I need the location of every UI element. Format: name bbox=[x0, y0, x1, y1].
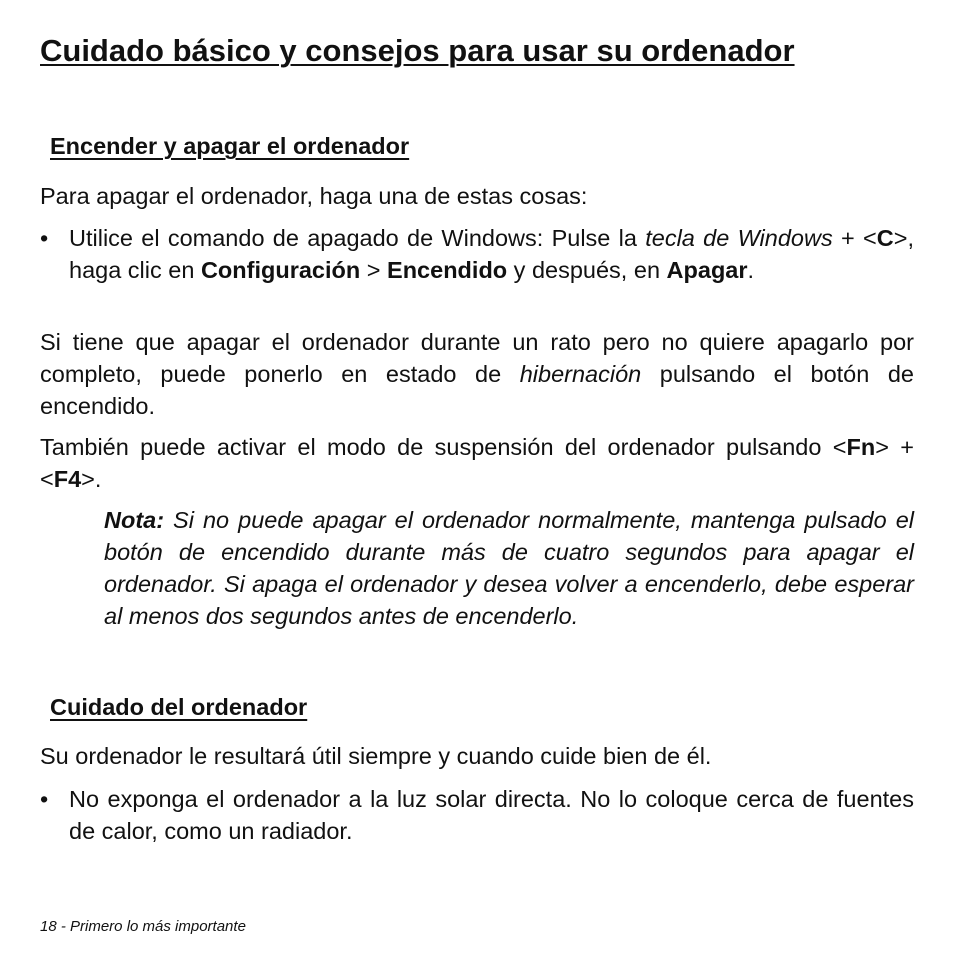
section-heading-power-text: Encender y apagar el ordenador bbox=[50, 133, 410, 159]
shutdown-term: Apagar bbox=[666, 257, 748, 283]
note-label: Nota: bbox=[104, 507, 165, 533]
paragraph-text-part: Si tiene que apagar el ordenador durante un rato pero no quiere apagarlo por completo, puede ponerlo en estado de bbox=[40, 329, 914, 387]
power-term: Encendido bbox=[387, 257, 508, 283]
bullet-marker: • bbox=[40, 225, 49, 251]
key-f4: F4 bbox=[53, 466, 82, 492]
section-heading-power bbox=[50, 131, 409, 161]
section-heading-care bbox=[50, 692, 307, 722]
bullet-text-part: > bbox=[360, 257, 388, 283]
document-page bbox=[40, 0, 914, 954]
note-block bbox=[104, 504, 914, 632]
key-fn: Fn bbox=[846, 434, 876, 460]
bullet-text-part: >, haga clic en bbox=[69, 225, 914, 283]
sleep-paragraph bbox=[40, 431, 914, 495]
power-bullet-text bbox=[69, 222, 914, 286]
page-footer: 18 - Primero lo más importante bbox=[40, 918, 246, 935]
care-bullet-text: No exponga el ordenador a la luz solar directa. No lo coloque cerca de fuentes de calor, como un radiador. bbox=[69, 786, 914, 844]
paragraph-text-part: pulsando el botón de encendido. bbox=[40, 361, 914, 419]
section-heading-care-text: Cuidado del ordenador bbox=[50, 694, 308, 720]
bullet-text-part: . bbox=[747, 257, 755, 283]
page-title-text: Cuidado básico y consejos para usar su ordenador bbox=[40, 33, 795, 68]
paragraph-text-part: También puede activar el modo de suspensión del ordenador pulsando < bbox=[40, 434, 847, 460]
bullet-marker: • bbox=[40, 786, 49, 812]
paragraph-text-part: >. bbox=[81, 466, 102, 492]
hibernation-paragraph bbox=[40, 326, 914, 422]
windows-key-term: tecla de Windows bbox=[645, 225, 833, 251]
bullet-text-part: + < bbox=[832, 225, 877, 251]
page-title bbox=[40, 33, 795, 69]
settings-term: Configuración bbox=[200, 257, 361, 283]
care-bullet-item bbox=[40, 783, 914, 847]
bullet-text-part: Utilice el comando de apagado de Windows: Pulse la bbox=[69, 225, 646, 251]
care-intro-paragraph: Su ordenador le resultará útil siempre y cuando cuide bien de él. bbox=[40, 743, 712, 769]
key-c: C bbox=[876, 225, 894, 251]
hibernation-term: hibernación bbox=[519, 361, 642, 387]
note-text: Si no puede apagar el ordenador normalmente, mantenga pulsado el botón de encendido durante más de cuatro segundos para apagar el ordenador. Si apaga el ordenador y desea volver a encenderlo, debe esperar al menos dos segundos antes de encenderlo. bbox=[104, 507, 914, 629]
bullet-text-part: y después, en bbox=[507, 257, 667, 283]
power-intro-paragraph: Para apagar el ordenador, haga una de estas cosas: bbox=[40, 183, 588, 209]
paragraph-text-part: > + < bbox=[40, 434, 914, 492]
power-bullet-item bbox=[40, 222, 914, 286]
